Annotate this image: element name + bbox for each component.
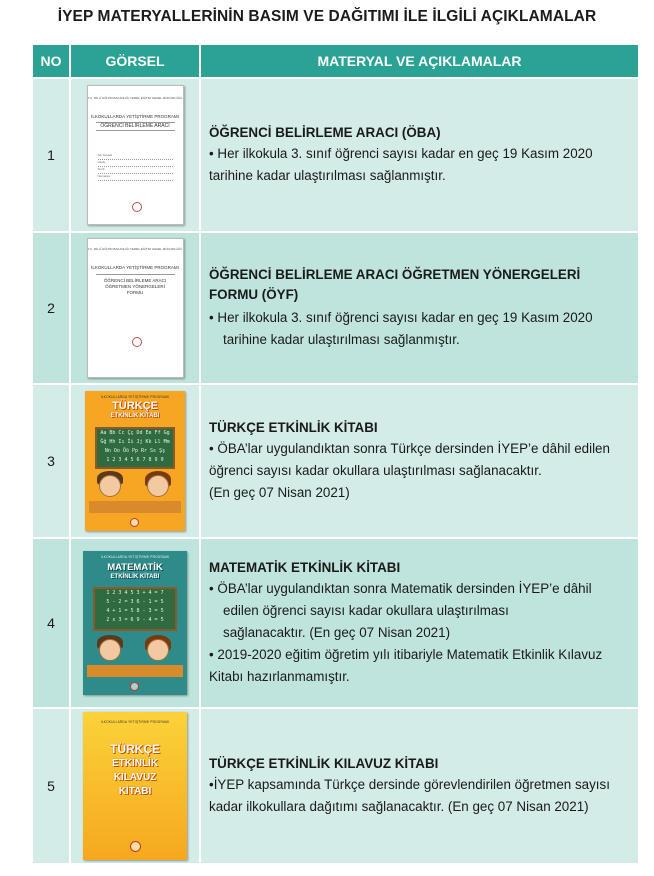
row-description [201, 385, 638, 537]
board-line: 2 x 3 = 6 9 - 4 = 5 [106, 617, 164, 623]
cover-title-block [96, 274, 175, 296]
oba-cover-image [87, 85, 184, 225]
row-description [201, 233, 638, 383]
row-image [71, 709, 201, 863]
material-title: ÖĞRENCİ BELİRLEME ARACI (ÖBA) [209, 125, 441, 140]
cover-field: Sınıfı [98, 167, 173, 174]
page-title: İYEP MATERYALLERİNİN BASIM VE DAĞITIMI İLE İLGİLİ AÇIKLAMALAR [57, 8, 597, 25]
cover-program: İLKOKULLARDA YETİŞTİRME PROGRAMI [91, 265, 179, 270]
cover-subtitle: ETKİNLİK KİTABI [110, 413, 160, 419]
ministry-logo-icon [130, 518, 139, 527]
material-text: Kitabı hazırlanmamıştır. [209, 669, 350, 684]
material-text: (En geç 07 Nisan 2021) [209, 485, 350, 500]
row-image [71, 385, 201, 537]
material-text: • ÖBA’lar uygulandıktan sonra Türkçe dersinden İYEP’e dâhil edilen [209, 441, 610, 456]
row-image [71, 233, 201, 383]
table-header [33, 45, 638, 77]
kilavuz-book-cover-image [83, 712, 187, 860]
oyf-cover-image [87, 238, 184, 378]
cover-field: Adı Soyadı [98, 153, 173, 160]
material-text: tarihine kadar ulaştırılması sağlanmıştır. [223, 332, 460, 347]
material-title: MATEMATİK ETKİNLİK KİTABI [209, 560, 401, 575]
cover-title: TÜRKÇE [110, 742, 160, 756]
header-image: GÖRSEL [71, 45, 201, 77]
cover-title: ÖĞRETMEN YÖNERGELERİ [105, 284, 165, 289]
material-text: • 2019-2020 eğitim öğretim yılı itibariyle Matematik Etkinlik Kılavuz [209, 647, 603, 662]
row-number: 2 [33, 233, 71, 383]
table-row [33, 537, 638, 707]
cover-ministry: T.C. MİLLÎ EĞİTİM BAKANLIĞI TEMEL EĞİTİM GENEL MÜDÜRLÜĞÜ [87, 96, 183, 100]
cover-fields [98, 153, 173, 181]
material-text: sağlanacaktır. (En geç 07 Nisan 2021) [223, 625, 451, 640]
row-number: 1 [33, 79, 71, 231]
row-description [201, 79, 638, 231]
material-text: öğrenci sayısı kadar okullara ulaştırılması sağlanacaktır. [209, 463, 542, 478]
board-line: 1 2 3 4 5 6 7 8 9 0 [106, 457, 164, 463]
cover-field: Okulu [98, 160, 173, 167]
cover-subtitle: ETKİNLİK KİTABI [110, 574, 160, 580]
board-line: Ğğ Hh Iı İi Jj Kk Ll Mm [100, 439, 170, 445]
cover-title: FORMU [126, 290, 144, 295]
cover-title: KILAVUZ [113, 772, 157, 783]
material-text: • Her ilkokula 3. sınıf öğrenci sayısı kadar en geç 19 Kasım 2020 [209, 310, 593, 325]
ministry-logo-icon [132, 337, 142, 347]
cover-title: ETKİNLİK [111, 758, 159, 769]
cover-ministry: T.C. MİLLÎ EĞİTİM BAKANLIĞI TEMEL EĞİTİM GENEL MÜDÜRLÜĞÜ [87, 247, 183, 251]
row-description [201, 709, 638, 863]
cover-program: İLKOKULLARDA YETİŞTİRME PROGRAMI [100, 395, 170, 399]
kid-boy-illustration [99, 475, 121, 497]
desk [89, 501, 181, 513]
row-image [71, 539, 201, 707]
material-text: •İYEP kapsamında Türkçe dersinde görevlendirilen öğretmen sayısı [209, 777, 610, 792]
material-title: FORMU (ÖYF) [209, 287, 299, 302]
board-line: Nn Oo Öö Pp Rr Ss Şş [104, 448, 166, 454]
kid-girl-illustration [147, 639, 169, 661]
row-description [201, 539, 638, 707]
board-line: 4 + 1 = 5 8 - 3 = 5 [106, 608, 164, 614]
material-text: • Her ilkokula 3. sınıf öğrenci sayısı kadar en geç 19 Kasım 2020 [209, 146, 593, 161]
table-row [33, 383, 638, 537]
kid-boy-illustration [99, 639, 121, 661]
cover-title: ÖĞRENCİ BELİRLEME ARACI [103, 278, 167, 283]
material-title: TÜRKÇE ETKİNLİK KILAVUZ KİTABI [209, 756, 439, 771]
turkce-book-cover-image [85, 391, 185, 531]
board-line: 1 2 3 4 5 3 + 4 = 7 [106, 590, 164, 596]
chalkboard [95, 427, 175, 469]
material-text: edilen öğrenci sayısı kadar okullara ulaştırılması [223, 603, 509, 618]
cover-title: MATEMATİK [107, 562, 163, 573]
table-row [33, 707, 638, 863]
cover-title: TÜRKÇE [112, 400, 158, 412]
cover-program: İLKOKULLARDA YETİŞTİRME PROGRAMI [100, 555, 170, 559]
desk [87, 665, 183, 677]
cover-program: İLKOKULLARDA YETİŞTİRME PROGRAMI [91, 114, 179, 119]
materials-table [33, 45, 638, 863]
chalkboard [93, 587, 177, 631]
cover-field: Numarası [98, 174, 173, 181]
material-title: TÜRKÇE ETKİNLİK KİTABI [209, 420, 378, 435]
material-text: tarihine kadar ulaştırılması sağlanmıştır. [209, 168, 446, 183]
ministry-logo-icon [130, 841, 141, 852]
row-number: 5 [33, 709, 71, 863]
kid-girl-illustration [147, 475, 169, 497]
cover-title: ÖĞRENCİ BELİRLEME ARACI [96, 122, 175, 131]
board-line: Aa Bb Cc Çç Dd Ee Ff Gg [100, 430, 170, 436]
board-line: 5 - 2 = 3 6 - 1 = 5 [106, 599, 164, 605]
table-row [33, 77, 638, 231]
table-row [33, 231, 638, 383]
header-description: MATERYAL VE AÇIKLAMALAR [201, 45, 638, 77]
header-no: NO [33, 45, 71, 77]
material-title: ÖĞRENCİ BELİRLEME ARACI ÖĞRETMEN YÖNERGELERİ [209, 267, 581, 282]
row-number: 3 [33, 385, 71, 537]
cover-program: İLKOKULLARDA YETİŞTİRME PROGRAMI [100, 720, 170, 724]
cover-title-block [83, 742, 187, 799]
row-number: 4 [33, 539, 71, 707]
material-text: kadar ilkokullara dağıtımı sağlanacaktır. (En geç 07 Nisan 2021) [209, 799, 589, 814]
cover-title: KİTABI [118, 786, 152, 797]
material-text: • ÖBA’lar uygulandıktan sonra Matematik dersinden İYEP’e dâhil [209, 581, 592, 596]
row-image [71, 79, 201, 231]
matematik-book-cover-image [83, 551, 187, 695]
ministry-logo-icon [132, 202, 142, 212]
ministry-logo-icon [130, 682, 139, 691]
